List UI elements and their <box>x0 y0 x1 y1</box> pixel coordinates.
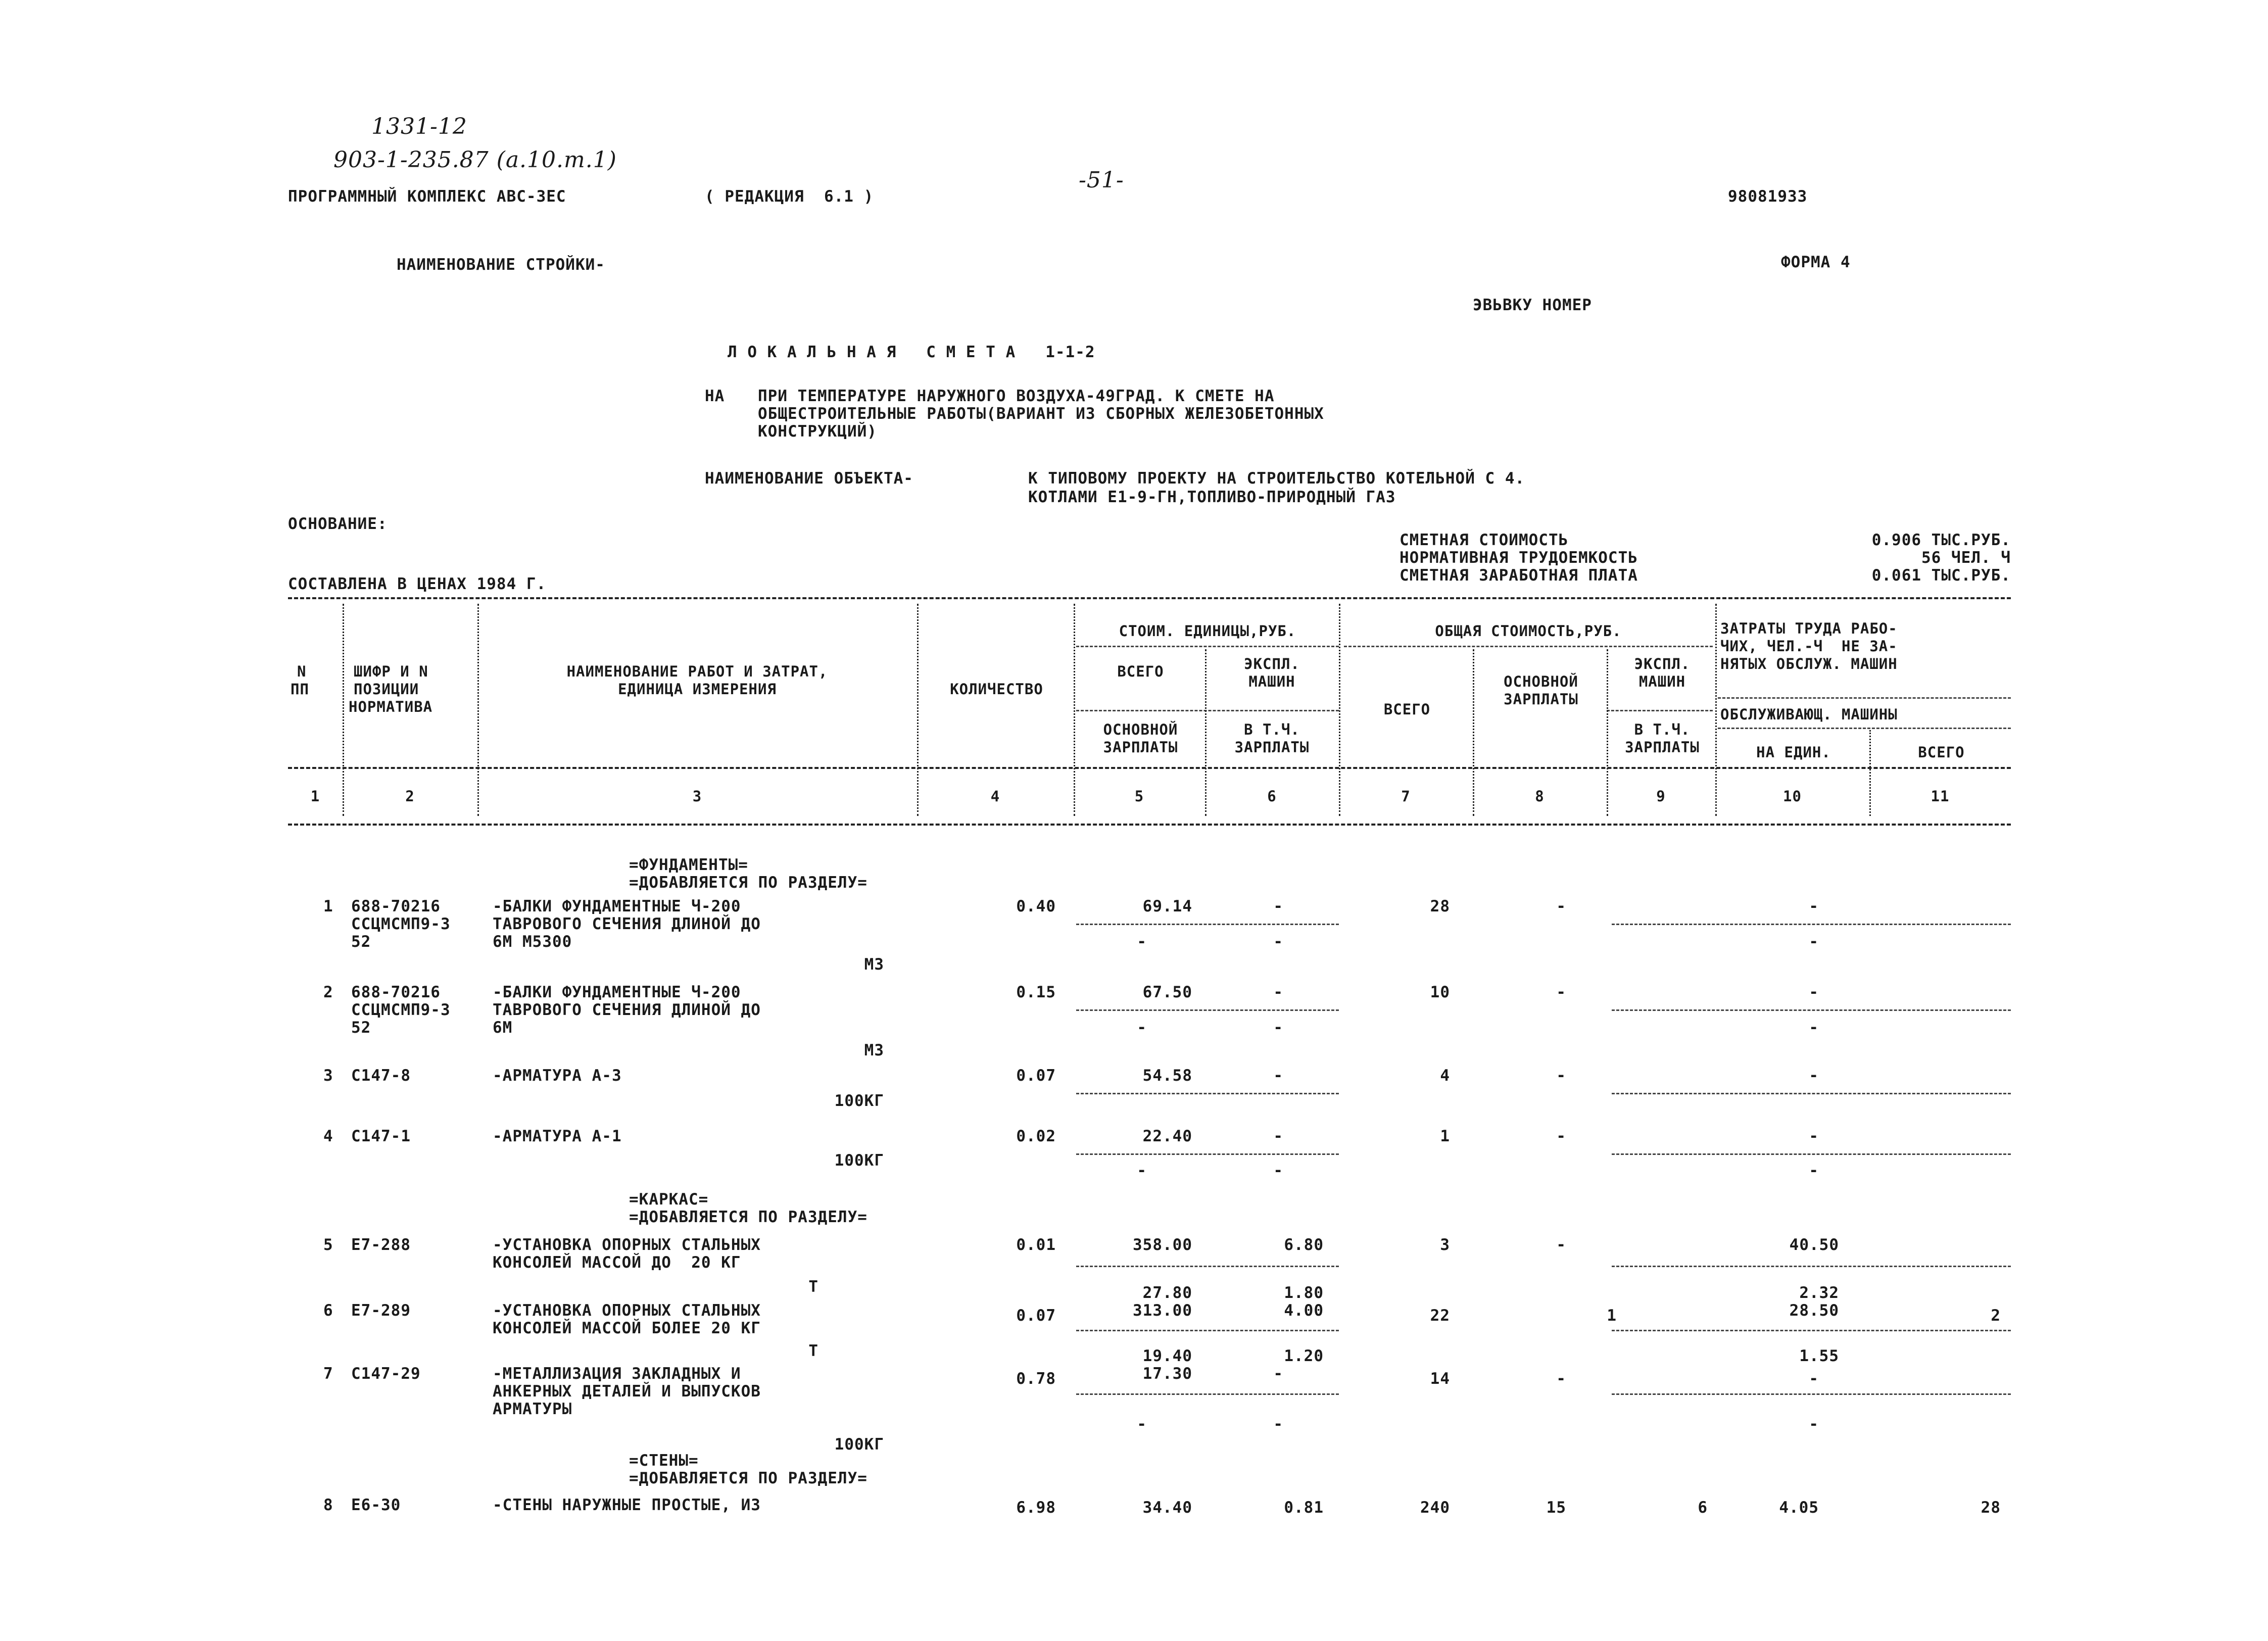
row-number: 3 <box>323 1067 333 1085</box>
row-quantity: 6.98 <box>1016 1499 1056 1517</box>
description-prefix: НА <box>705 387 725 405</box>
col-header-total-machines-2: МАШИН <box>1638 673 1686 690</box>
row-labor-per-unit-2: - <box>1809 1162 1819 1180</box>
row-total-wage: - <box>1556 1067 1566 1085</box>
row-unit: М3 <box>864 1041 884 1059</box>
row-name: -СТЕНЫ НАРУЖНЫЕ ПРОСТЫЕ, ИЗ <box>493 1496 761 1514</box>
row-code: Е6-30 <box>351 1496 401 1514</box>
row-total-wage: - <box>1556 1236 1566 1254</box>
row-unit-machines: - <box>1273 1067 1283 1085</box>
row-quantity: 0.07 <box>1016 1067 1056 1085</box>
row-code: 688-70216 <box>351 897 441 915</box>
col-number: 11 <box>1931 788 1950 805</box>
row-total: 3 <box>1440 1236 1450 1254</box>
col-header-labor-1: ЗАТРАТЫ ТРУДА РАБО- <box>1720 620 1898 637</box>
col-header-total-incl-1: В Т.Ч. <box>1634 721 1691 738</box>
row-name: АНКЕРНЫХ ДЕТАЛЕЙ И ВЫПУСКОВ <box>493 1382 761 1401</box>
row-unit: Т <box>808 1278 818 1296</box>
row-unit-machines: 4.00 <box>1284 1301 1324 1320</box>
section-added-walls: =ДОБАВЛЯЕТСЯ ПО РАЗДЕЛУ= <box>629 1469 867 1487</box>
section-added-foundations: =ДОБАВЛЯЕТСЯ ПО РАЗДЕЛУ= <box>629 874 867 892</box>
row-unit-total: 54.58 <box>1142 1067 1192 1085</box>
object-label: НАИМЕНОВАНИЕ ОБЪЕКТА- <box>705 469 913 488</box>
row-name: ТАВРОВОГО СЕЧЕНИЯ ДЛИНОЙ ДО <box>493 1001 761 1019</box>
col-header-n-sub: ПП <box>291 681 309 698</box>
col-divider <box>1074 604 1075 816</box>
col-header-total: ВСЕГО <box>1383 701 1431 718</box>
row-unit-wage: 27.80 <box>1142 1284 1192 1302</box>
row-labor-total: 2 <box>1991 1307 2001 1325</box>
object-line-2: КОТЛАМИ Е1-9-ГН,ТОПЛИВО-ПРИРОДНЫЙ ГАЗ <box>1028 488 1396 506</box>
col-header-total-cost-group: ОБЩАЯ СТОИМОСТЬ,РУБ. <box>1435 622 1622 640</box>
col-divider <box>917 604 919 816</box>
col-number: 5 <box>1134 788 1144 805</box>
row-labor-per-unit: - <box>1809 1067 1819 1085</box>
col-header-labor-3: НЯТЫХ ОБСЛУЖ. МАШИН <box>1720 655 1898 672</box>
handwritten-note-1: 1331-12 <box>371 114 467 139</box>
row-name: -БАЛКИ ФУНДАМЕНТНЫЕ Ч-200 <box>493 897 741 915</box>
col-header-unit-incl-2: ЗАРПЛАТЫ <box>1234 739 1310 756</box>
row-labor-per-unit-2: - <box>1809 933 1819 951</box>
row-subrule <box>1076 1393 1339 1395</box>
row-total-machines: 6 <box>1698 1499 1708 1517</box>
row-name: КОНСОЛЕЙ МАССОЙ ДО 20 КГ <box>493 1253 741 1272</box>
row-unit-total: 34.40 <box>1142 1499 1192 1517</box>
col-header-labor-2: ЧИХ, ЧЕЛ.-Ч НЕ ЗА- <box>1720 638 1898 655</box>
col-header-unit-incl-1: В Т.Ч. <box>1244 721 1300 738</box>
row-unit-total: 358.00 <box>1133 1236 1192 1254</box>
row-unit-total: 22.40 <box>1142 1127 1192 1145</box>
row-subrule <box>1076 1330 1339 1331</box>
object-line-1: К ТИПОВОМУ ПРОЕКТУ НА СТРОИТЕЛЬСТВО КОТЕЛЬНОЙ С 4. <box>1028 469 1525 488</box>
row-total-wage: 1 <box>1607 1307 1617 1325</box>
row-subrule <box>1612 1009 2011 1011</box>
row-subrule <box>1076 1093 1339 1094</box>
row-number: 2 <box>323 983 333 1001</box>
col-header-unit-cost-group: СТОИМ. ЕДИНИЦЫ,РУБ. <box>1119 622 1296 640</box>
row-labor-per-unit: 4.05 <box>1779 1499 1819 1517</box>
row-unit-machines: 0.81 <box>1284 1499 1324 1517</box>
col-header-labor-total: ВСЕГО <box>1918 744 1965 761</box>
row-total: 240 <box>1420 1499 1450 1517</box>
basis-label: ОСНОВАНИЕ: <box>288 515 388 533</box>
program-edition: ( РЕДАКЦИЯ 6.1 ) <box>705 187 874 206</box>
col-divider <box>1715 604 1717 816</box>
unit-cost-group-rule <box>1076 646 1339 647</box>
document-code: 98081933 <box>1728 187 1808 206</box>
row-subrule <box>1076 1009 1339 1011</box>
row-number: 4 <box>323 1127 333 1145</box>
summary-value-labor: 56 ЧЕЛ. Ч <box>1921 549 2011 567</box>
row-unit-machines: - <box>1273 1127 1283 1145</box>
summary-value-wage: 0.061 ТЫС.РУБ. <box>1871 566 2011 585</box>
row-labor-per-unit: - <box>1809 897 1819 915</box>
row-quantity: 0.40 <box>1016 897 1056 915</box>
row-unit: 100КГ <box>834 1435 884 1454</box>
row-unit-wage: - <box>1137 1415 1147 1433</box>
row-subrule <box>1612 1093 2011 1094</box>
row-quantity: 0.78 <box>1016 1370 1056 1388</box>
row-quantity: 0.07 <box>1016 1307 1056 1325</box>
row-number: 1 <box>323 897 333 915</box>
row-unit: Т <box>808 1342 818 1360</box>
total-cost-group-rule <box>1344 646 1713 647</box>
row-labor-per-unit-2: - <box>1809 1019 1819 1037</box>
row-labor-per-unit-2: 1.55 <box>1799 1347 1839 1365</box>
col-header-unit-machines-1: ЭКСПЛ. <box>1244 655 1300 672</box>
table-header-rule <box>288 767 2011 769</box>
col-number: 10 <box>1783 788 1802 805</box>
col-number: 7 <box>1401 788 1411 805</box>
col-header-name-2: ЕДИНИЦА ИЗМЕРЕНИЯ <box>618 681 777 698</box>
row-code: Е7-289 <box>351 1301 411 1320</box>
col-divider <box>477 604 479 816</box>
row-name: -АРМАТУРА А-3 <box>493 1067 622 1085</box>
row-quantity: 0.02 <box>1016 1127 1056 1145</box>
section-added-frame: =ДОБАВЛЯЕТСЯ ПО РАЗДЕЛУ= <box>629 1208 867 1226</box>
row-unit-machines: 6.80 <box>1284 1236 1324 1254</box>
row-unit-incl: - <box>1273 1415 1283 1433</box>
row-total-wage: - <box>1556 1127 1566 1145</box>
row-name: -АРМАТУРА А-1 <box>493 1127 622 1145</box>
row-code: ССЦМСМП9-3 <box>351 915 451 933</box>
col-header-labor-sub: ОБСЛУЖИВАЮЩ. МАШИНЫ <box>1720 706 1898 723</box>
row-code: Е7-288 <box>351 1236 411 1254</box>
row-name: 6М М5300 <box>493 933 572 951</box>
form-number: ФОРМА 4 <box>1781 253 1851 271</box>
col-header-unit-wage-2: ЗАРПЛАТЫ <box>1103 739 1178 756</box>
row-unit: 100КГ <box>834 1151 884 1170</box>
row-unit-total: 69.14 <box>1142 897 1192 915</box>
col-number: 6 <box>1267 788 1277 805</box>
total-cost-split-rule <box>1607 710 1713 711</box>
row-name: 6М <box>493 1019 513 1037</box>
row-number: 8 <box>323 1496 333 1514</box>
row-unit-incl: 1.80 <box>1284 1284 1324 1302</box>
table-numbers-rule <box>288 824 2011 826</box>
row-labor-per-unit: - <box>1809 983 1819 1001</box>
col-header-code-2: ПОЗИЦИИ <box>354 681 419 698</box>
row-total-wage: 15 <box>1546 1499 1566 1517</box>
labor-group-rule <box>1718 697 2011 699</box>
row-name: АРМАТУРЫ <box>493 1400 572 1418</box>
row-labor-per-unit: 28.50 <box>1789 1301 1839 1320</box>
page-number: -51- <box>1079 167 1124 193</box>
row-total: 14 <box>1430 1370 1450 1388</box>
row-code: С147-8 <box>351 1067 411 1085</box>
row-total: 28 <box>1430 897 1450 915</box>
row-labor-total: 28 <box>1981 1499 2001 1517</box>
row-total-wage: - <box>1556 983 1566 1001</box>
summary-label-labor: НОРМАТИВНАЯ ТРУДОЕМКОСТЬ <box>1400 549 1638 567</box>
row-quantity: 0.01 <box>1016 1236 1056 1254</box>
row-subrule <box>1076 1153 1339 1155</box>
col-header-unit-total: ВСЕГО <box>1117 663 1164 680</box>
summary-label-wage: СМЕТНАЯ ЗАРАБОТНАЯ ПЛАТА <box>1400 566 1638 585</box>
program-name: ПРОГРАММНЫЙ КОМПЛЕКС АВС-3ЕС <box>288 187 566 206</box>
row-subrule <box>1612 1266 2011 1267</box>
description-line-2: ОБЩЕСТРОИТЕЛЬНЫЕ РАБОТЫ(ВАРИАНТ ИЗ СБОРНЫХ ЖЕЛЕЗОБЕТОННЫХ <box>758 405 1324 423</box>
col-number: 8 <box>1535 788 1545 805</box>
row-unit-machines: - <box>1273 983 1283 1001</box>
row-total: 4 <box>1440 1067 1450 1085</box>
col-header-per-unit: НА ЕДИН. <box>1756 744 1831 761</box>
col-header-n: N <box>297 663 307 680</box>
row-subrule <box>1612 1393 2011 1395</box>
row-unit-incl: - <box>1273 933 1283 951</box>
row-unit-total: 17.30 <box>1142 1365 1192 1383</box>
row-code: С147-29 <box>351 1365 421 1383</box>
row-number: 6 <box>323 1301 333 1320</box>
row-code: 52 <box>351 933 371 951</box>
prices-label: СОСТАВЛЕНА В ЦЕНАХ 1984 Г. <box>288 575 547 593</box>
col-number: 4 <box>990 788 1000 805</box>
row-unit: 100КГ <box>834 1092 884 1110</box>
row-unit-wage: - <box>1137 933 1147 951</box>
summary-label-cost: СМЕТНАЯ СТОИМОСТЬ <box>1400 531 1569 549</box>
summary-value-cost: 0.906 ТЫС.РУБ. <box>1871 531 2011 549</box>
row-code: 52 <box>351 1019 371 1037</box>
row-subrule <box>1612 1153 2011 1155</box>
row-labor-per-unit: 40.50 <box>1789 1236 1839 1254</box>
row-number: 5 <box>323 1236 333 1254</box>
labor-split-rule <box>1718 728 2011 729</box>
row-labor-per-unit-2: - <box>1809 1415 1819 1433</box>
row-name: КОНСОЛЕЙ МАССОЙ БОЛЕЕ 20 КГ <box>493 1319 761 1337</box>
row-total: 10 <box>1430 983 1450 1001</box>
row-unit-machines: - <box>1273 1365 1283 1383</box>
col-number: 1 <box>310 788 320 805</box>
row-unit-wage: - <box>1137 1162 1147 1180</box>
construction-label: НАИМЕНОВАНИЕ СТРОЙКИ- <box>397 256 605 274</box>
row-labor-per-unit: - <box>1809 1370 1819 1388</box>
row-name: -УСТАНОВКА ОПОРНЫХ СТАЛЬНЫХ <box>493 1301 761 1320</box>
row-code: С147-1 <box>351 1127 411 1145</box>
row-subrule <box>1076 924 1339 925</box>
row-unit-incl: - <box>1273 1162 1283 1180</box>
row-unit-incl: 1.20 <box>1284 1347 1324 1365</box>
row-total-wage: - <box>1556 897 1566 915</box>
row-name: ТАВРОВОГО СЕЧЕНИЯ ДЛИНОЙ ДО <box>493 915 761 933</box>
row-name: -МЕТАЛЛИЗАЦИЯ ЗАКЛАДНЫХ И <box>493 1365 741 1383</box>
section-title-foundations: =ФУНДАМЕНТЫ= <box>629 856 748 874</box>
row-code: ССЦМСМП9-3 <box>351 1001 451 1019</box>
row-unit-wage: 19.40 <box>1142 1347 1192 1365</box>
col-divider <box>1339 604 1340 816</box>
description-line-3: КОНСТРУКЦИЙ) <box>758 422 877 441</box>
unit-cost-split-rule <box>1076 710 1339 711</box>
row-total-wage: - <box>1556 1370 1566 1388</box>
col-header-unit-wage-1: ОСНОВНОЙ <box>1103 721 1178 738</box>
row-code: 688-70216 <box>351 983 441 1001</box>
row-total: 22 <box>1430 1307 1450 1325</box>
row-subrule <box>1612 1330 2011 1331</box>
col-header-code-1: ШИФР И N <box>354 663 428 680</box>
row-name: -УСТАНОВКА ОПОРНЫХ СТАЛЬНЫХ <box>493 1236 761 1254</box>
col-divider <box>343 604 344 816</box>
handwritten-note-2: 903-1-235.87 (a.10.т.1) <box>333 147 617 173</box>
col-header-name-1: НАИМЕНОВАНИЕ РАБОТ И ЗАТРАТ, <box>566 663 828 680</box>
section-title-frame: =КАРКАС= <box>629 1190 709 1209</box>
row-unit-machines: - <box>1273 897 1283 915</box>
row-unit: М3 <box>864 955 884 974</box>
row-name: -БАЛКИ ФУНДАМЕНТНЫЕ Ч-200 <box>493 983 741 1001</box>
description-line-1: ПРИ ТЕМПЕРАТУРЕ НАРУЖНОГО ВОЗДУХА-49ГРАД. К СМЕТЕ НА <box>758 387 1275 405</box>
col-header-quantity: КОЛИЧЕСТВО <box>950 681 1043 698</box>
col-header-total-machines-1: ЭКСПЛ. <box>1634 655 1691 672</box>
table-top-rule <box>288 597 2011 599</box>
col-number: 3 <box>692 788 702 805</box>
row-number: 7 <box>323 1365 333 1383</box>
col-header-total-wage-1: ОСНОВНОЙ <box>1504 673 1578 690</box>
col-number: 9 <box>1656 788 1666 805</box>
row-unit-total: 67.50 <box>1142 983 1192 1001</box>
reference-number: ЭВЬВКУ НОМЕР <box>1473 296 1592 314</box>
row-quantity: 0.15 <box>1016 983 1056 1001</box>
row-subrule <box>1612 924 2011 925</box>
row-total: 1 <box>1440 1127 1450 1145</box>
row-unit-incl: - <box>1273 1019 1283 1037</box>
row-unit-wage: - <box>1137 1019 1147 1037</box>
col-header-code-3: НОРМАТИВА <box>349 698 433 715</box>
col-header-unit-machines-2: МАШИН <box>1248 673 1295 690</box>
row-labor-per-unit-2: 2.32 <box>1799 1284 1839 1302</box>
section-title-walls: =СТЕНЫ= <box>629 1452 699 1470</box>
row-labor-per-unit: - <box>1809 1127 1819 1145</box>
col-header-total-incl-2: ЗАРПЛАТЫ <box>1625 739 1700 756</box>
col-header-total-wage-2: ЗАРПЛАТЫ <box>1504 691 1578 708</box>
document-title: Л О К А Л Ь Н А Я С М Е Т А 1-1-2 <box>728 343 1095 361</box>
row-subrule <box>1076 1266 1339 1267</box>
row-unit-total: 313.00 <box>1133 1301 1192 1320</box>
col-number: 2 <box>405 788 415 805</box>
